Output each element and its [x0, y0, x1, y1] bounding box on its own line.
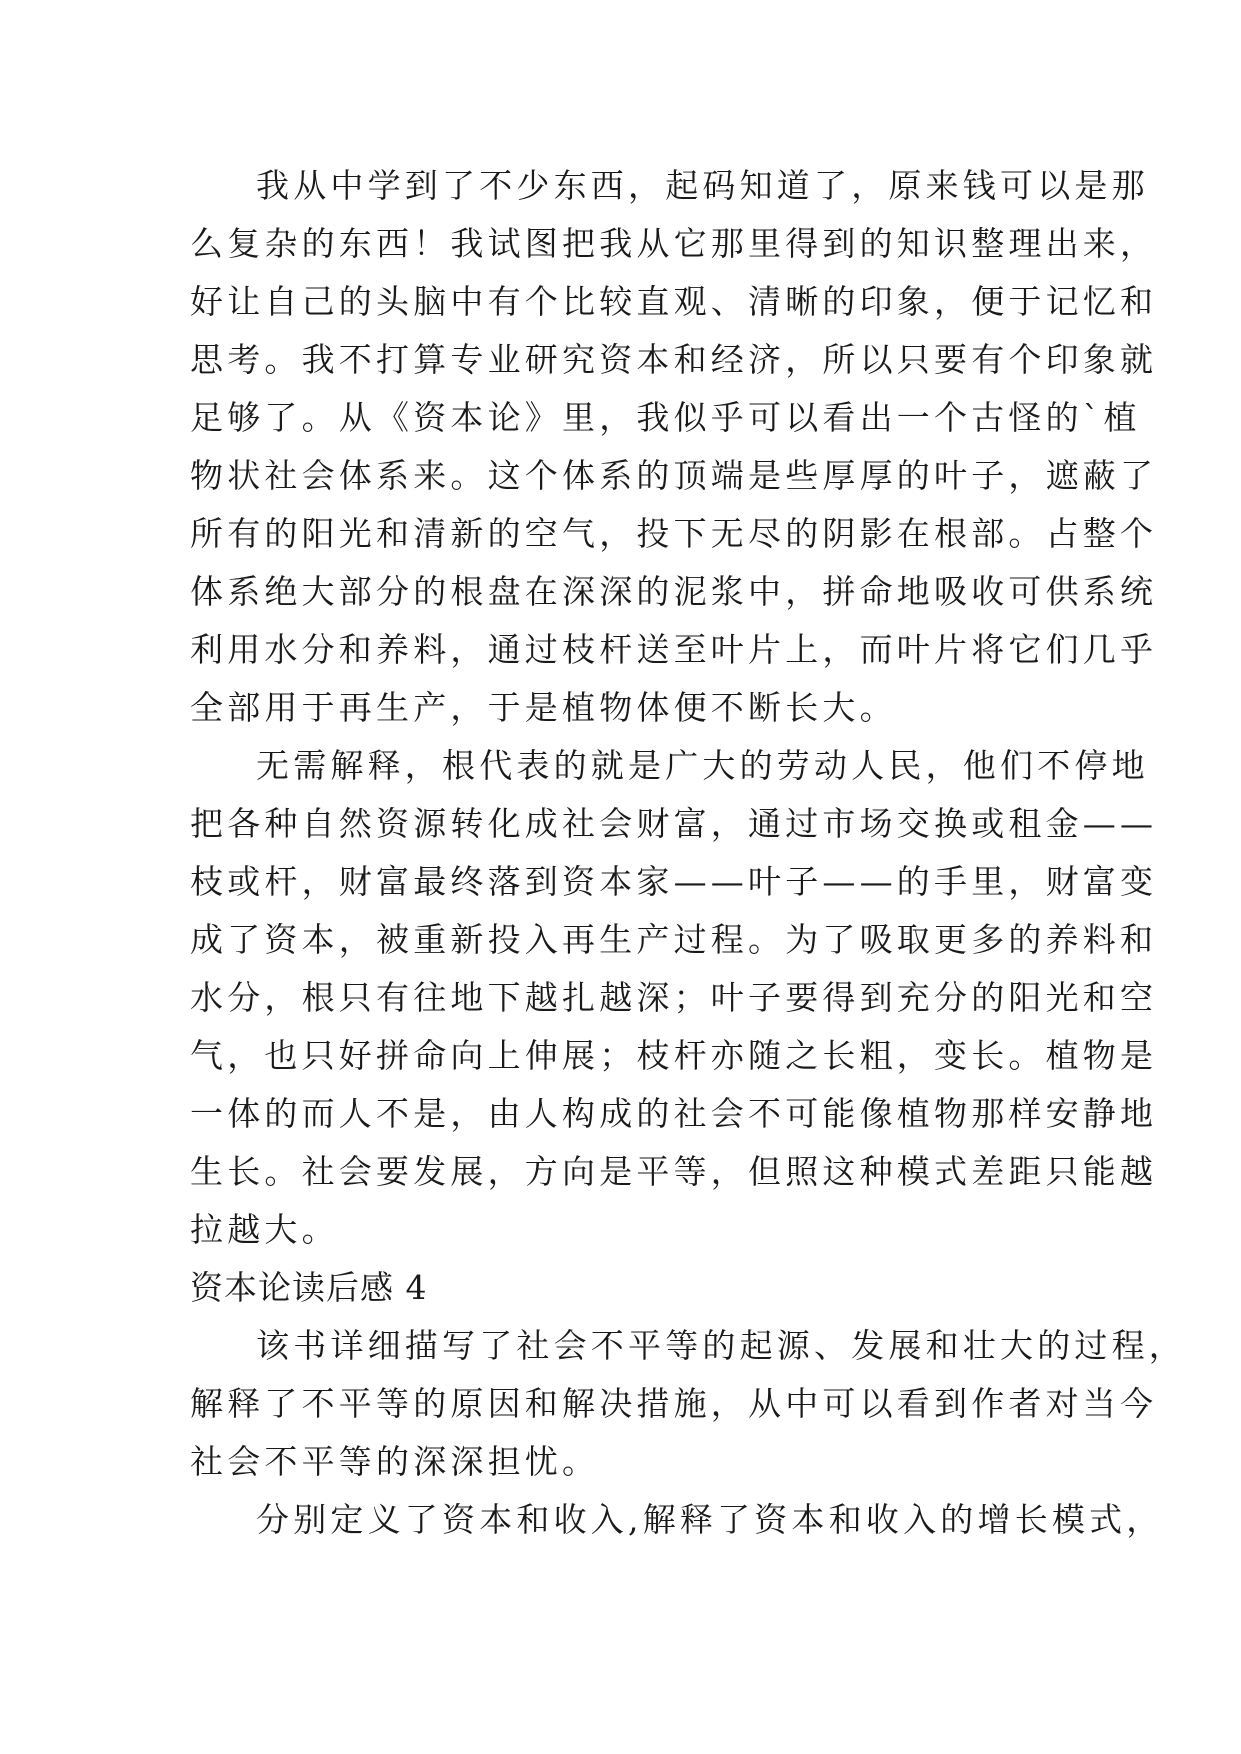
- paragraph-line: 所有的阳光和清新的空气，投下无尽的阴影在根部。占整个: [190, 514, 1158, 553]
- paragraph-line: 生长。社会要发展，方向是平等，但照这种模式差距只能越: [190, 1152, 1158, 1191]
- paragraph-line: 拉越大。: [190, 1210, 339, 1249]
- paragraph-line: 足够了。从《资本论》里，我似乎可以看出一个古怪的`植: [190, 398, 1141, 437]
- paragraph-line: 枝或杆，财富最终落到资本家——叶子——的手里，财富变: [190, 862, 1158, 901]
- paragraph-line: 一体的而人不是，由人构成的社会不可能像植物那样安静地: [190, 1094, 1158, 1133]
- paragraph-line: 社会不平等的深深担忧。: [190, 1442, 600, 1481]
- section-heading: 资本论读后感 4: [190, 1268, 428, 1307]
- paragraph-line: 气，也只好拼命向上伸展；枝杆亦随之长粗，变长。植物是: [190, 1036, 1158, 1075]
- paragraph-line: 我从中学到了不少东西，起码知道了，原来钱可以是那: [256, 166, 1149, 205]
- paragraph-line: 水分，根只有往地下越扎越深；叶子要得到充分的阳光和空: [190, 978, 1158, 1017]
- paragraph-line: 无需解释，根代表的就是广大的劳动人民，他们不停地: [256, 746, 1149, 785]
- paragraph-line: 物状社会体系来。这个体系的顶端是些厚厚的叶子，遮蔽了: [190, 456, 1158, 495]
- paragraph-line: 思考。我不打算专业研究资本和经济，所以只要有个印象就: [190, 340, 1158, 379]
- paragraph-line: 成了资本，被重新投入再生产过程。为了吸取更多的养料和: [190, 920, 1158, 959]
- paragraph-line: 分别定义了资本和收入,解释了资本和收入的增长模式，: [256, 1500, 1164, 1539]
- paragraph-line: 利用水分和养料，通过枝杆送至叶片上，而叶片将它们几乎: [190, 630, 1158, 669]
- paragraph-line: 解释了不平等的原因和解决措施，从中可以看到作者对当今: [190, 1384, 1158, 1423]
- paragraph-line: 全部用于再生产，于是植物体便不断长大。: [190, 688, 897, 727]
- paragraph-line: 该书详细描写了社会不平等的起源、发展和壮大的过程，: [256, 1326, 1186, 1365]
- paragraph-line: 好让自己的头脑中有个比较直观、清晰的印象，便于记忆和: [190, 282, 1158, 321]
- paragraph-line: 体系绝大部分的根盘在深深的泥浆中，拼命地吸收可供系统: [190, 572, 1158, 611]
- paragraph-line: 么复杂的东西！我试图把我从它那里得到的知识整理出来，: [190, 224, 1158, 263]
- paragraph-line: 把各种自然资源转化成社会财富，通过市场交换或租金——: [190, 804, 1158, 843]
